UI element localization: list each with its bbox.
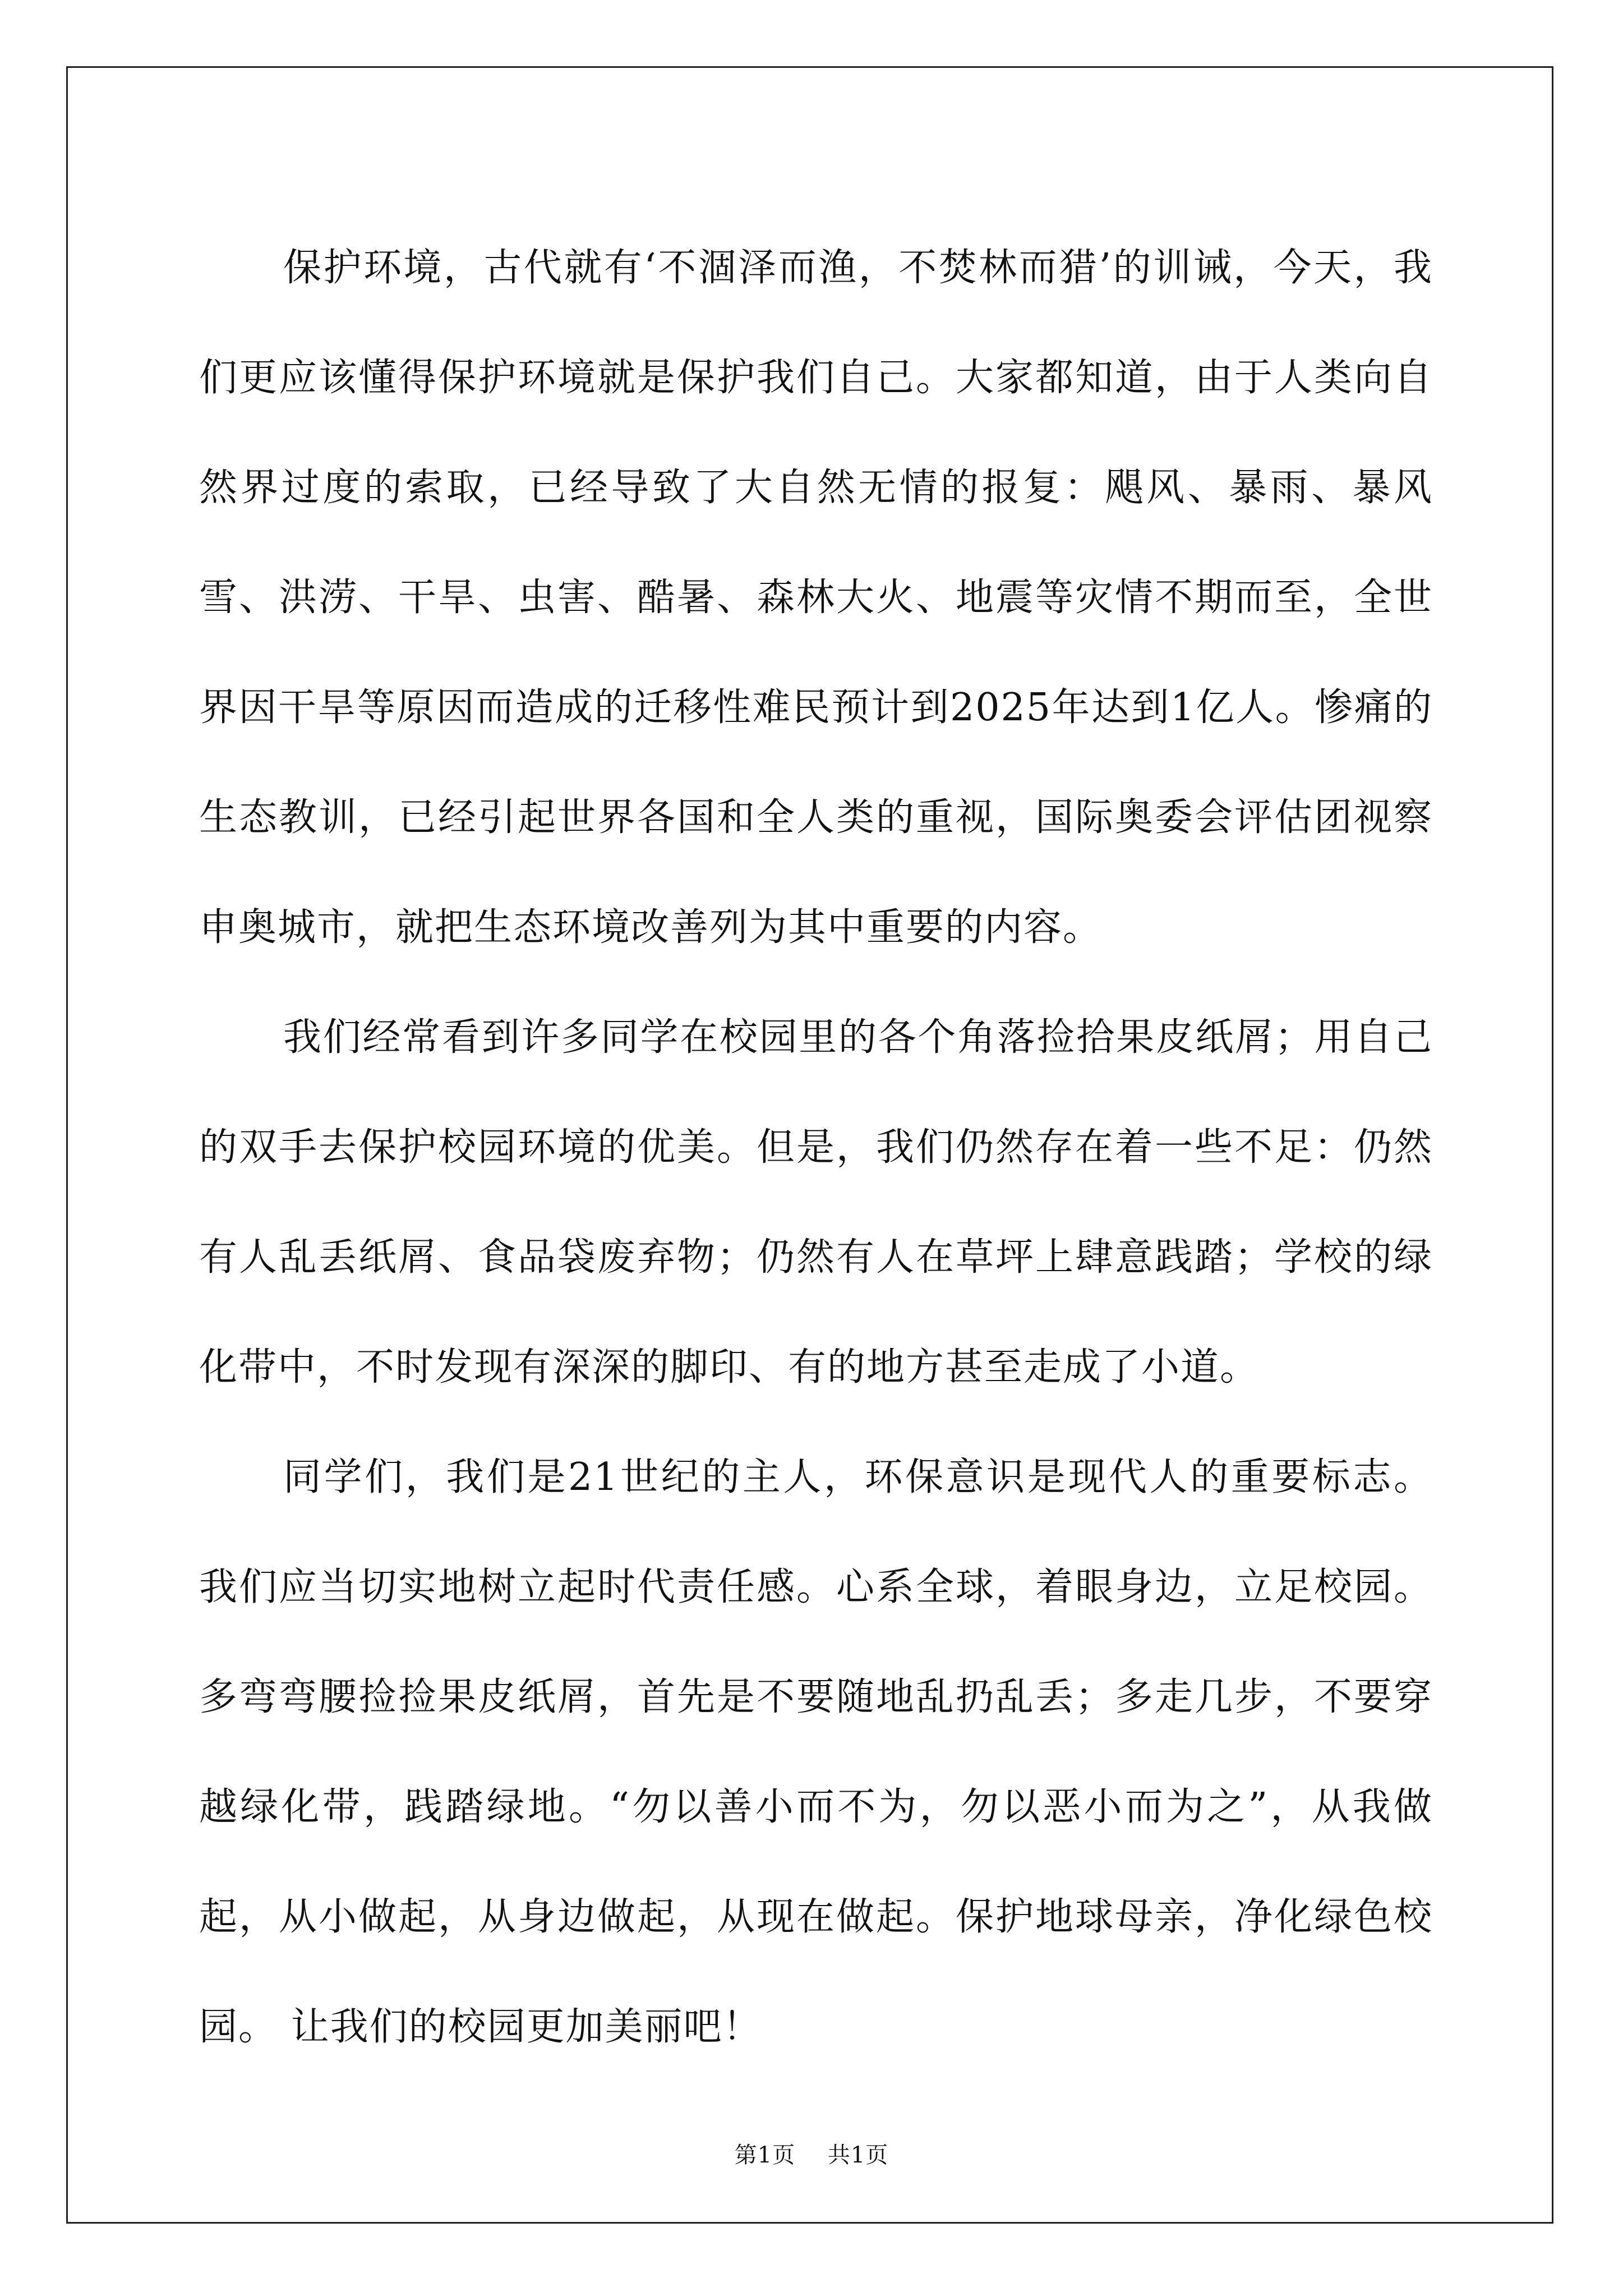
paragraph-2: 我们经常看到许多同学在校园里的各个角落捡拾果皮纸屑；用自己的双手去保护校园环境的优美。但是，我们仍然存在着一些不足：仍然有人乱丢纸屑、食品袋废弃物；仍然有人在草坪上肆意践踏；学校的绿化带中，不时发现有深深的脚印、有的地方甚至走成了小道。 xyxy=(199,1015,1433,1389)
page-footer xyxy=(0,2137,1623,2169)
paragraph-1: 保护环境，古代就有‘不涸泽而渔，不焚林而猎’的训诫，今天，我们更应该懂得保护环境就是保护我们自己。大家都知道，由于人类向自然界过度的索取，已经导致了大自然无情的报复：飓风、暴雨、暴风雪、洪涝、干旱、虫害、酷暑、森林大火、地震等灾情不期而至，全世界因干旱等原因而造成的迁移性难民预计到2025年达到1亿人。惨痛的生态教训，已经引起世界各国和全人类的重视，国际奥委会评估团视察申奥城市，就把生态环境改善列为其中重要的内容。 xyxy=(199,246,1433,950)
paragraph-3: 同学们，我们是21世纪的主人，环保意识是现代人的重要标志。我们应当切实地树立起时代责任感。心系全球，着眼身边，立足校园。多弯弯腰捡捡果皮纸屑，首先是不要随地乱扔乱丢；多走几步，不要穿越绿化带，践踏绿地。“勿以善小而不为，勿以恶小而为之”，从我做起，从小做起，从身边做起，从现在做起。保护地球母亲，净化绿色校园。 让我们的校园更加美丽吧！ xyxy=(199,1455,1433,2049)
page-total: 共1页 xyxy=(827,2142,889,2168)
page-number: 第1页 xyxy=(734,2142,796,2168)
document-body xyxy=(199,213,1433,2082)
